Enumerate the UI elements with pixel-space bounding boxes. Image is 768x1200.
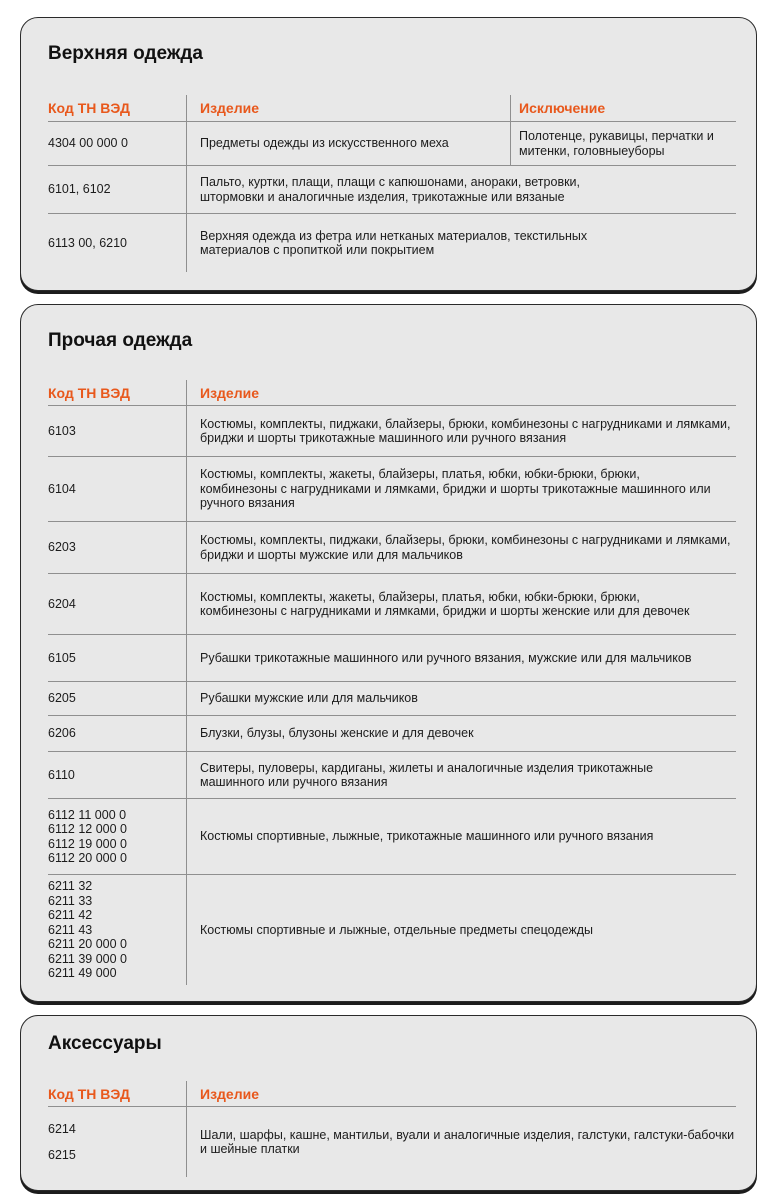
code-cell: 6105 [48,650,76,665]
table-row [48,752,736,799]
table-row [48,574,736,635]
code-cell: 6203 [48,540,76,555]
code-cell: 6211 32 6211 33 6211 42 6211 43 6211 20 000 0 6211 39 000 0 6211 49 000 [48,879,128,981]
code-cell: 6112 11 000 0 6112 12 000 0 6112 19 000 0 6112 20 000 0 [48,807,128,865]
item-cell: Костюмы, комплекты, жакеты, блайзеры, платья, юбки, юбки-брюки, брюки, комбинезоны с нагрудниками и лямками, бриджи и шорты женские или для девочек [186,574,736,634]
header-code: Код ТН ВЭД [48,1085,130,1102]
item-cell: Верхняя одежда из фетра или нетканых материалов, текстильных материалов с пропиткой или покрытием [186,214,736,272]
header-item: Изделие [186,380,736,405]
table-row [48,457,736,522]
header-item: Изделие [186,1081,736,1106]
code-cell: 6113 00, 6210 [48,235,128,250]
header-code: Код ТН ВЭД [48,100,130,116]
code-cell: 6104 [48,481,76,496]
code-cell: 6101, 6102 [48,182,111,197]
table-row [48,1107,736,1177]
code-cell: 6205 [48,691,76,706]
item-cell: Костюмы спортивные, лыжные, трикотажные машинного или ручного вязания [186,799,736,874]
code-cell: 6206 [48,726,76,741]
header-item: Изделие [186,95,510,121]
other-clothing-card [20,304,757,1002]
table-row [48,716,736,752]
header-exception: Исключение [510,95,736,121]
table-row [48,214,736,272]
accessories-table [48,1081,736,1177]
code-cell: 6110 [48,767,75,782]
item-cell: Костюмы спортивные и лыжные, отдельные предметы спецодежды [186,875,736,985]
code-cell: 6204 [48,596,76,611]
item-cell: Свитеры, пуловеры, кардиганы, жилеты и аналогичные изделия трикотажные машинного или ручного вязания [186,752,736,798]
other-table [48,380,736,985]
table-row [48,522,736,574]
other-title: Прочая одежда [48,330,193,351]
table-header-row [48,95,736,122]
outerwear-title: Верхняя одежда [48,43,203,64]
item-cell: Предметы одежды из искусственного меха [186,122,510,165]
code-cell: 6214 6215 [48,1122,76,1162]
table-row [48,166,736,214]
item-cell: Пальто, куртки, плащи, плащи с капюшонами, анораки, ветровки, штормовки и аналогичные изделия, трикотажные или вязаные [186,166,736,213]
item-cell: Костюмы, комплекты, пиджаки, блайзеры, брюки, комбинезоны с нагрудниками и лямками, бриджи и шорты мужские или для мальчиков [186,522,736,573]
table-row [48,635,736,682]
exception-cell: Полотенце, рукавицы, перчатки и митенки, головныеуборы [510,122,736,165]
code-cell: 4304 00 000 0 [48,136,128,151]
table-header-row [48,380,736,406]
item-cell: Рубашки трикотажные машинного или ручного вязания, мужские или для мальчиков [186,635,736,681]
outerwear-table [48,95,736,272]
table-row [48,875,736,985]
table-row [48,799,736,875]
accessories-title: Аксессуары [48,1033,162,1054]
item-cell: Шали, шарфы, кашне, мантильи, вуали и аналогичные изделия, галстуки, галстуки-бабочки и шейные платки [186,1107,736,1177]
accessories-card [20,1015,757,1191]
table-row [48,406,736,457]
table-row [48,122,736,166]
outerwear-card [20,17,757,291]
header-code: Код ТН ВЭД [48,384,130,401]
item-cell: Блузки, блузы, блузоны женские и для девочек [186,716,736,751]
table-header-row [48,1081,736,1107]
item-cell: Костюмы, комплекты, пиджаки, блайзеры, брюки, комбинезоны с нагрудниками и лямками, бриджи и шорты трикотажные машинного или ручного вязания [186,406,736,456]
code-cell: 6103 [48,423,76,438]
item-cell: Рубашки мужские или для мальчиков [186,682,736,715]
item-cell: Костюмы, комплекты, жакеты, блайзеры, платья, юбки, юбки-брюки, брюки, комбинезоны с нагрудниками и лямками, бриджи и шорты трикотажные машинного или ручного вязания [186,457,736,521]
table-row [48,682,736,716]
